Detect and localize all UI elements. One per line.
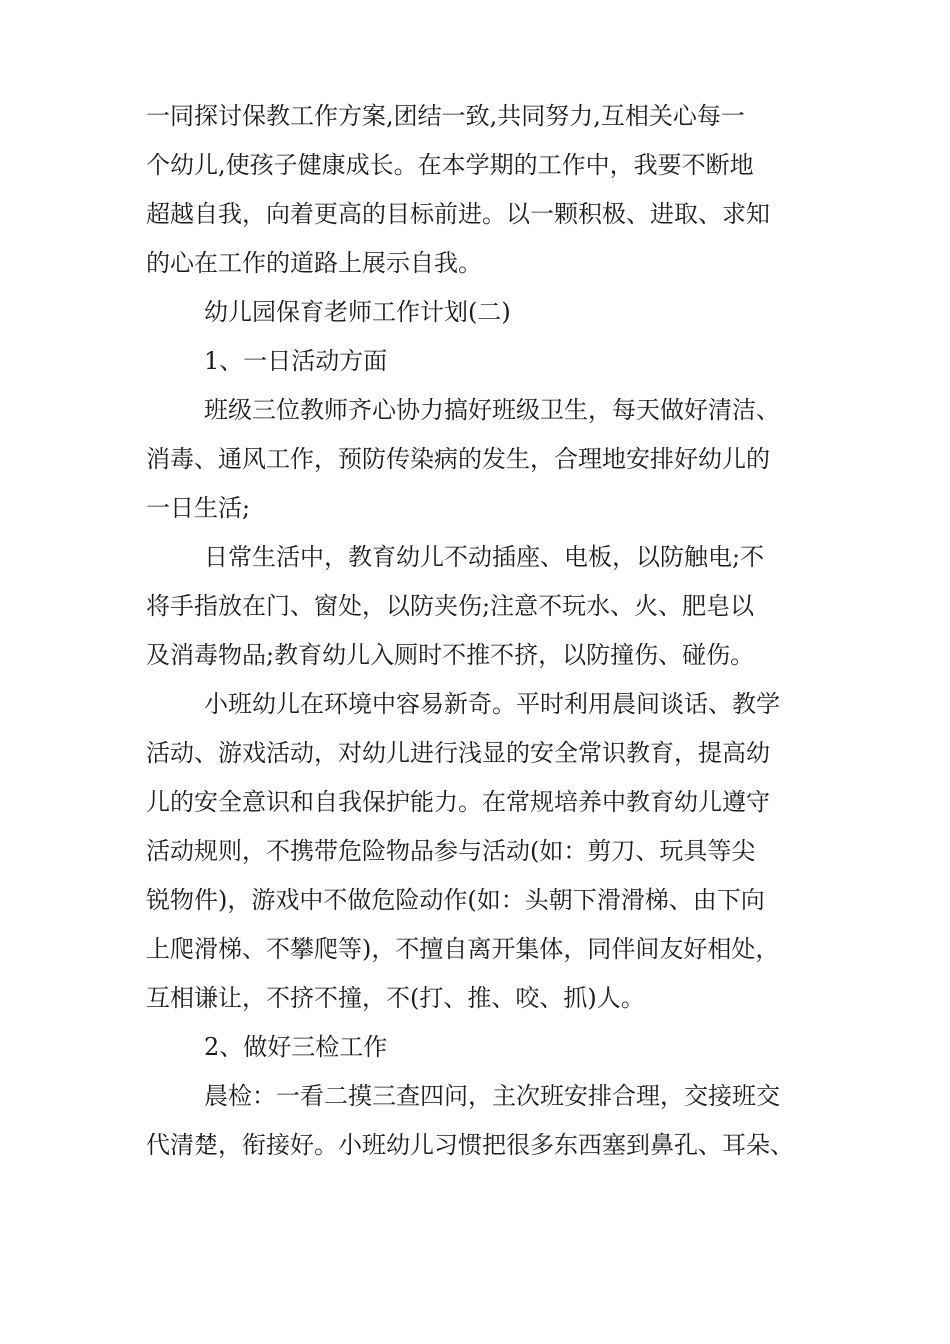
text-line: 互相谦让，不挤不撞，不(打、推、咬、抓)人。 bbox=[146, 984, 645, 1012]
text-line: 一日生活; bbox=[146, 494, 251, 522]
text-line: 一同探讨保教工作方案,团结一致,共同努力,互相关心每一 bbox=[146, 102, 745, 130]
text-line: 晨检：一看二摸三查四问，主次班安排合理，交接班交 bbox=[204, 1082, 780, 1110]
text-line: 活动、游戏活动，对幼儿进行浅显的安全常识教育，提高幼 bbox=[146, 739, 770, 767]
text-line: 超越自我，向着更高的目标前进。以一颗积极、进取、求知 bbox=[146, 200, 770, 228]
subheading-three-checks bbox=[146, 1023, 818, 1072]
text-line: 班级三位教师齐心协力搞好班级卫生，每天做好清洁、 bbox=[204, 396, 780, 424]
paragraph-daily-safety bbox=[146, 533, 818, 680]
subheading-text: 1、一日活动方面 bbox=[204, 347, 388, 375]
paragraph-safety-education bbox=[146, 680, 818, 1023]
text-line: 的心在工作的道路上展示自我。 bbox=[146, 249, 482, 277]
text-line: 日常生活中，教育幼儿不动插座、电板，以防触电;不 bbox=[204, 543, 765, 571]
text-line: 及消毒物品;教育幼儿入厕时不推不挤，以防撞伤、碰伤。 bbox=[146, 641, 755, 669]
section-title bbox=[146, 288, 818, 337]
subheading-daily-activities bbox=[146, 337, 818, 386]
section-title-text: 幼儿园保育老师工作计划(二) bbox=[204, 298, 511, 326]
paragraph-hygiene bbox=[146, 386, 818, 533]
text-line: 消毒、通风工作，预防传染病的发生，合理地安排好幼儿的 bbox=[146, 445, 770, 473]
text-line: 活动规则，不携带危险物品参与活动(如：剪刀、玩具等尖 bbox=[146, 837, 756, 865]
text-line: 儿的安全意识和自我保护能力。在常规培养中教育幼儿遵守 bbox=[146, 788, 770, 816]
text-line: 代清楚，衔接好。小班幼儿习惯把很多东西塞到鼻孔、耳朵、 bbox=[146, 1131, 794, 1159]
document-body bbox=[146, 92, 818, 1170]
text-line: 锐物件)，游戏中不做危险动作(如：头朝下滑滑梯、由下向 bbox=[146, 886, 765, 914]
subheading-text: 2、做好三检工作 bbox=[204, 1033, 388, 1061]
text-line: 上爬滑梯、不攀爬等)，不擅自离开集体，同伴间友好相处， bbox=[146, 935, 780, 963]
text-line: 将手指放在门、窗处，以防夹伤;注意不玩水、火、肥皂以 bbox=[146, 592, 755, 620]
text-line: 小班幼儿在环境中容易新奇。平时利用晨间谈话、教学 bbox=[204, 690, 780, 718]
text-line: 个幼儿,使孩子健康成长。在本学期的工作中，我要不断地 bbox=[146, 151, 754, 179]
paragraph-closing bbox=[146, 92, 818, 288]
paragraph-morning-check bbox=[146, 1072, 818, 1170]
